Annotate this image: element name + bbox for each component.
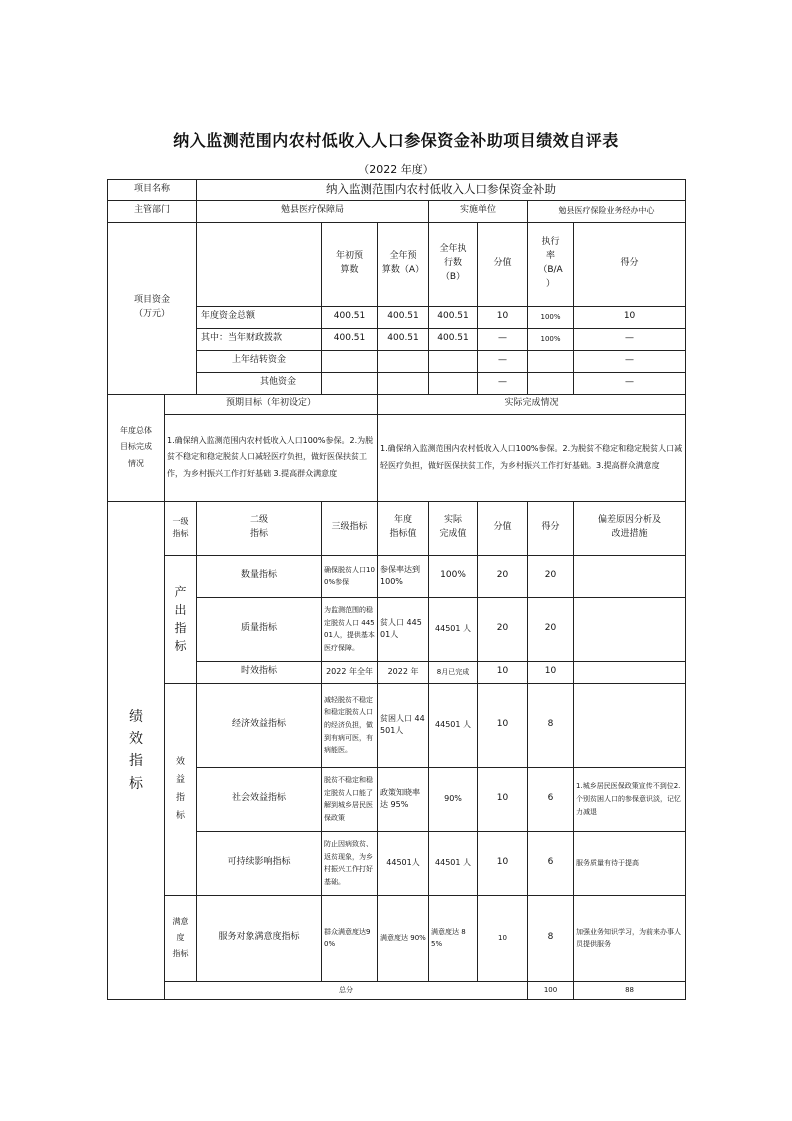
perf-score-value: 20 [478,555,528,597]
perf-level2: 社会效益指标 [197,767,322,831]
perf-level2: 服务对象满意度指标 [197,895,322,981]
funds-row-rate [528,350,574,372]
perf-level2: 时效指标 [197,661,322,683]
impl-value: 勉县医疗保险业务经办中心 [528,200,686,222]
perf-score: 20 [528,555,574,597]
perf-actual: 90% [429,767,478,831]
perf-actual: 满意度达 85% [429,895,478,981]
funds-row-annual: 400.51 [378,306,429,328]
funds-row-score: 10 [574,306,686,328]
funds-row-score: — [574,328,686,350]
perf-analysis: 服务质量有待于提高 [574,831,686,895]
impl-label: 实施单位 [429,200,528,222]
project-name-value: 纳入监测范围内农村低收入人口参保资金补助 [197,180,686,201]
perf-score: 20 [528,597,574,661]
perf-score: 8 [528,683,574,767]
group-effect-label: 效 益 指 标 [165,683,197,895]
funds-row-executed [429,350,478,372]
funds-row-score-value: — [478,350,528,372]
perf-level3: 减轻脱贫不稳定和稳定脱贫人口的经济负担，做到有病可医，有病能医。 [322,683,378,767]
perf-actual: 44501 人 [429,831,478,895]
perf-analysis: 加强业务知识学习，为前来办事人员提供服务 [574,895,686,981]
page-title: 纳入监测范围内农村低收入人口参保资金补助项目绩效自评表 [173,131,619,150]
perf-level3: 防止因病致贫、返贫现象，为乡村振兴工作打好基础。 [322,831,378,895]
perf-header-target: 年度 指标值 [378,501,429,555]
funds-row-rate [528,372,574,394]
funds-row-label: 上年结转资金 [197,350,322,372]
perf-analysis: 1.城乡居民医保政策宣传不到位2.个别贫困人口的参保意识淡，记忆力减退 [574,767,686,831]
perf-score-value: 10 [478,831,528,895]
perf-score-value: 10 [478,683,528,767]
perf-header-score: 得分 [528,501,574,555]
funds-row-rate: 100% [528,306,574,328]
funds-row-label: 其中：当年财政拨款 [197,328,322,350]
funds-row-score: — [574,350,686,372]
perf-level2: 可持续影响指标 [197,831,322,895]
page-subtitle: （2022 年度） [358,163,434,176]
perf-level3: 群众满意度达90% [322,895,378,981]
funds-row-score: — [574,372,686,394]
funds-row-initial: 400.51 [322,306,378,328]
perf-actual: 44501 人 [429,683,478,767]
funds-header-rate: 执行 率 （B/A ） [528,222,574,306]
perf-target: 2022 年 [378,661,429,683]
project-name-label: 项目名称 [108,180,197,201]
total-score: 88 [574,981,686,999]
evaluation-table [107,179,686,1000]
dept-value: 勉县医疗保障局 [197,200,429,222]
funds-row-initial [322,350,378,372]
funds-header-blank [197,222,322,306]
funds-row-annual [378,372,429,394]
perf-score: 6 [528,831,574,895]
perf-header-analysis: 偏差原因分析及 改进措施 [574,501,686,555]
perf-analysis [574,683,686,767]
funds-row-initial: 400.51 [322,328,378,350]
funds-row-label: 年度资金总额 [197,306,322,328]
perf-score-value: 10 [478,767,528,831]
performance-label: 绩 效 指 标 [108,501,165,999]
perf-header-level2: 二级 指标 [197,501,322,555]
perf-actual: 100% [429,555,478,597]
funds-row-annual: 400.51 [378,328,429,350]
perf-score-value: 10 [478,895,528,981]
funds-row-label: 其他资金 [197,372,322,394]
perf-target: 贫困人口 44501人 [378,683,429,767]
perf-target: 满意度达 90% [378,895,429,981]
perf-analysis [574,597,686,661]
perf-target: 44501人 [378,831,429,895]
funds-header-annual: 全年预 算数（A） [378,222,429,306]
funds-row-score-value: 10 [478,306,528,328]
perf-header-level1: 一级 指标 [165,501,197,555]
goals-actual-text: 1.确保纳入监测范围内农村低收入人口100%参保。2.为脱贫不稳定和稳定脱贫人口减轻医疗负担，做好医保扶贫工作，为乡村振兴工作打好基础。3.提高群众满意度 [378,414,686,501]
funds-header-score: 得分 [574,222,686,306]
funds-row-initial [322,372,378,394]
perf-header-score-value: 分值 [478,501,528,555]
perf-analysis [574,661,686,683]
group-output-label: 产 出 指 标 [165,555,197,683]
total-score-value: 100 [528,981,574,999]
perf-level2: 质量指标 [197,597,322,661]
perf-level3: 为监测范围的稳定脱贫人口 44501人，提供基本医疗保障。 [322,597,378,661]
perf-score-value: 20 [478,597,528,661]
perf-score: 8 [528,895,574,981]
funds-header-score-value: 分值 [478,222,528,306]
perf-level2: 经济效益指标 [197,683,322,767]
perf-level3: 确保脱贫人口100%参保 [322,555,378,597]
funds-row-rate: 100% [528,328,574,350]
perf-analysis [574,555,686,597]
perf-level2: 数量指标 [197,555,322,597]
perf-actual: 8月已完成 [429,661,478,683]
group-satisfaction-label: 满意 度 指标 [165,895,197,981]
funds-label: 项目资金 （万元） [108,222,197,394]
perf-target: 贫人口 44501人 [378,597,429,661]
funds-row-score-value: — [478,328,528,350]
perf-level3: 2022 年全年 [322,661,378,683]
goals-expected-header: 预期目标（年初设定） [165,394,378,414]
perf-actual: 44501 人 [429,597,478,661]
funds-row-executed: 400.51 [429,306,478,328]
funds-header-initial: 年初预 算数 [322,222,378,306]
perf-score-value: 10 [478,661,528,683]
perf-level3: 脱贫不稳定和稳定脱贫人口能了解到城乡居民医保政策 [322,767,378,831]
perf-target: 参保率达到 100% [378,555,429,597]
goals-label: 年度总体 目标完成 情况 [108,394,165,501]
perf-header-actual: 实际 完成值 [429,501,478,555]
funds-row-executed [429,372,478,394]
funds-header-executed: 全年执 行数 （B） [429,222,478,306]
perf-score: 6 [528,767,574,831]
perf-header-level3: 三级指标 [322,501,378,555]
goals-expected-text: 1.确保纳入监测范围内农村低收入人口100%参保。2.为脱贫不稳定和稳定脱贫人口减轻医疗负担，做好医保扶贫工作，为乡村振兴工作打好基础 3.提高群众满意度 [165,414,378,501]
funds-row-score-value: — [478,372,528,394]
perf-target: 政策知晓率达 95% [378,767,429,831]
dept-label: 主管部门 [108,200,197,222]
perf-score: 10 [528,661,574,683]
funds-row-executed: 400.51 [429,328,478,350]
funds-row-annual [378,350,429,372]
goals-actual-header: 实际完成情况 [378,394,686,414]
total-label: 总分 [165,981,528,999]
